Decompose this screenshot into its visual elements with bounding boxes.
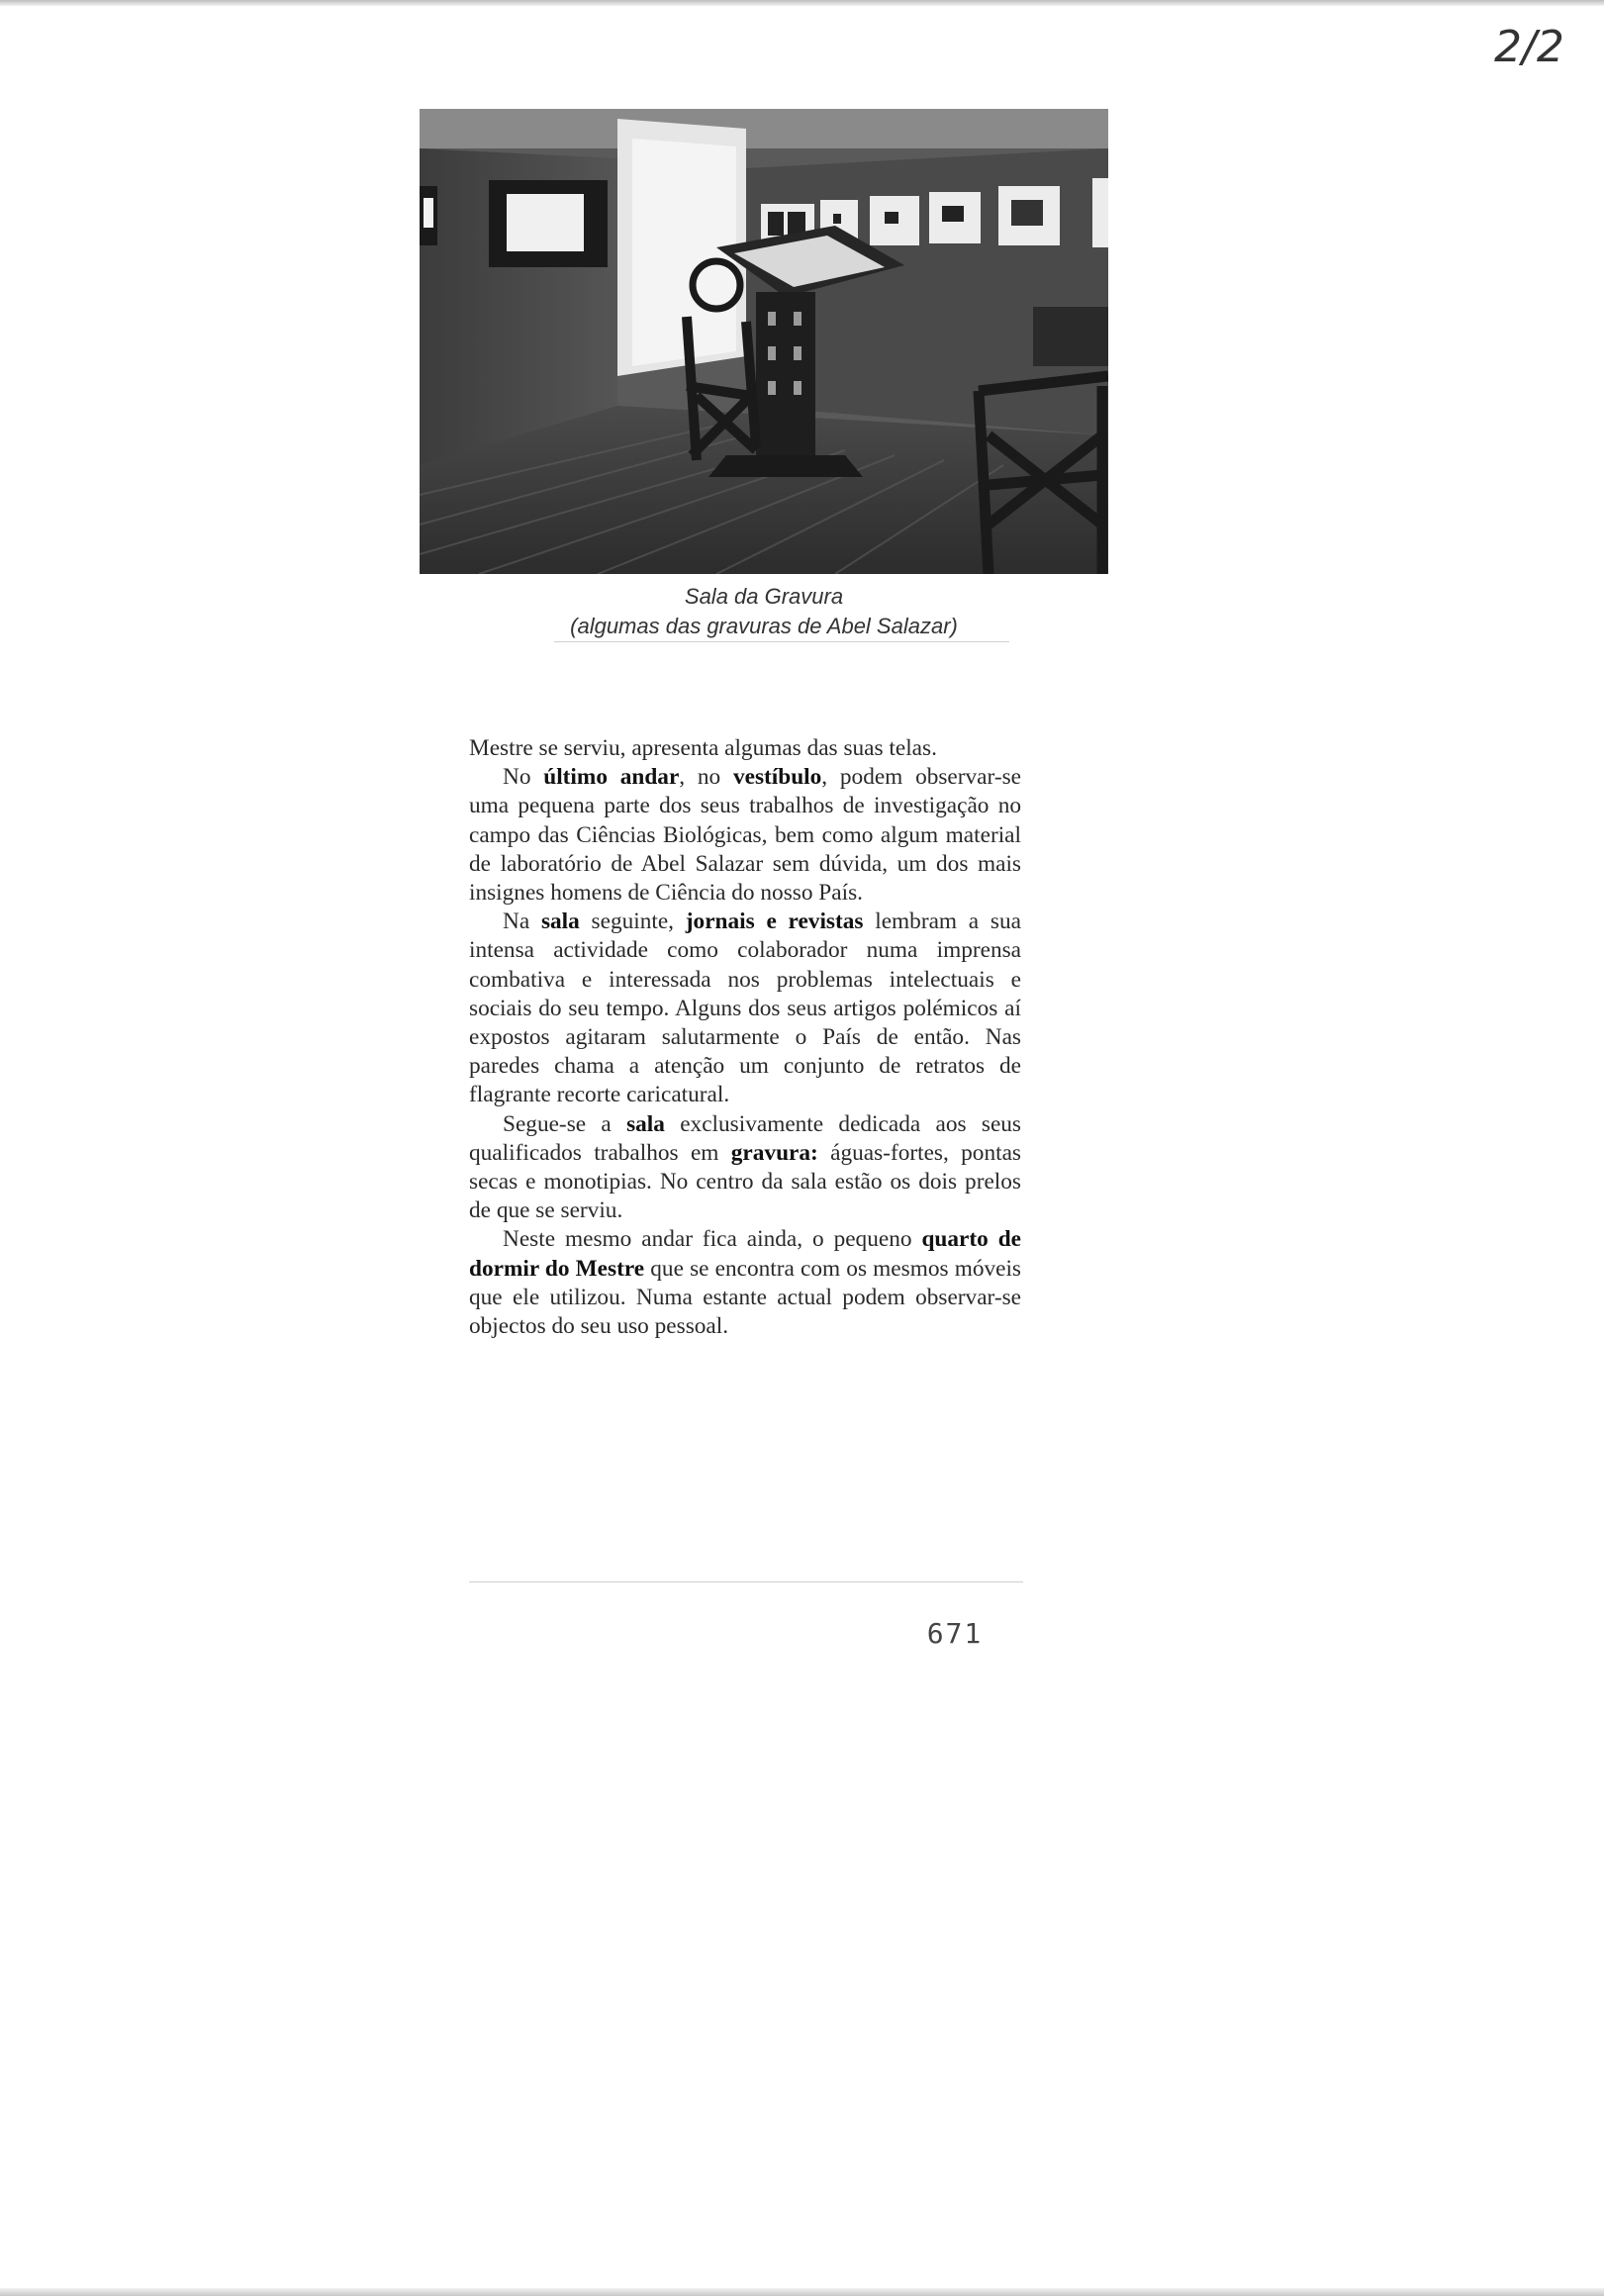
article-paragraph-5: Neste mesmo andar fica ainda, o pequeno quarto de dormir do Mestre que se encontra com os mesmos móveis que ele utilizou. Numa estante actual podem observar-se objectos do seu uso pessoal.	[469, 1226, 1021, 1340]
scan-top-edge	[0, 0, 1604, 6]
caption-subtitle: (algumas das gravuras de Abel Salazar)	[570, 614, 958, 638]
emphasis-jornais-revistas: jornais e revistas	[685, 909, 864, 935]
emphasis-ultimo-andar: último andar	[543, 764, 680, 791]
exhibition-photo	[420, 109, 1108, 574]
exhibition-photo-drawing	[420, 109, 1108, 574]
article-paragraph-3: Na sala seguinte, jornais e revistas lembram a sua intensa actividade como colaborador numa imprensa combativa e interessada nos problemas intelectuais e sociais do seu tempo. Alguns dos seus artigos polémicos aí expostos agitaram salutarmente o País de então. Nas paredes chama a atenção um conjunto de retratos de flagrante recorte caricatural.	[469, 909, 1021, 1108]
page-number: 671	[926, 1617, 984, 1650]
article-paragraph-4: Segue-se a sala exclusivamente dedicada aos seus qualificados trabalhos em gravura: águas-fortes, pontas secas e monotipias. No centro da sala estão os dois prelos de que se serviu.	[469, 1110, 1021, 1224]
emphasis-quarto-mestre: quarto de dormir do Mestre	[469, 1226, 1021, 1282]
article-body	[469, 734, 1021, 1341]
emphasis-vestibulo: vestíbulo	[732, 764, 822, 791]
emphasis-gravura: gravura:	[730, 1139, 818, 1166]
caption-divider	[554, 641, 1009, 642]
handwritten-page-marker: 2/2	[1494, 22, 1564, 72]
article-paragraph-2: No último andar, no vestíbulo, podem observar-se uma pequena parte dos seus trabalhos de investigação no campo das Ciências Biológicas, bem como algum material de laboratório de Abel Salazar sem dúvida, um dos mais insignes homens de Ciência do nosso País.	[469, 764, 1021, 907]
emphasis-sala: sala	[540, 909, 580, 935]
article-end-divider	[469, 1581, 1023, 1582]
caption-title: Sala da Gravura	[684, 584, 844, 609]
scan-bottom-edge	[0, 2288, 1604, 2296]
emphasis-sala: sala	[626, 1110, 665, 1137]
article-paragraph-1: Mestre se serviu, apresenta algumas das suas telas.	[469, 735, 937, 761]
photo-caption	[420, 582, 1108, 641]
